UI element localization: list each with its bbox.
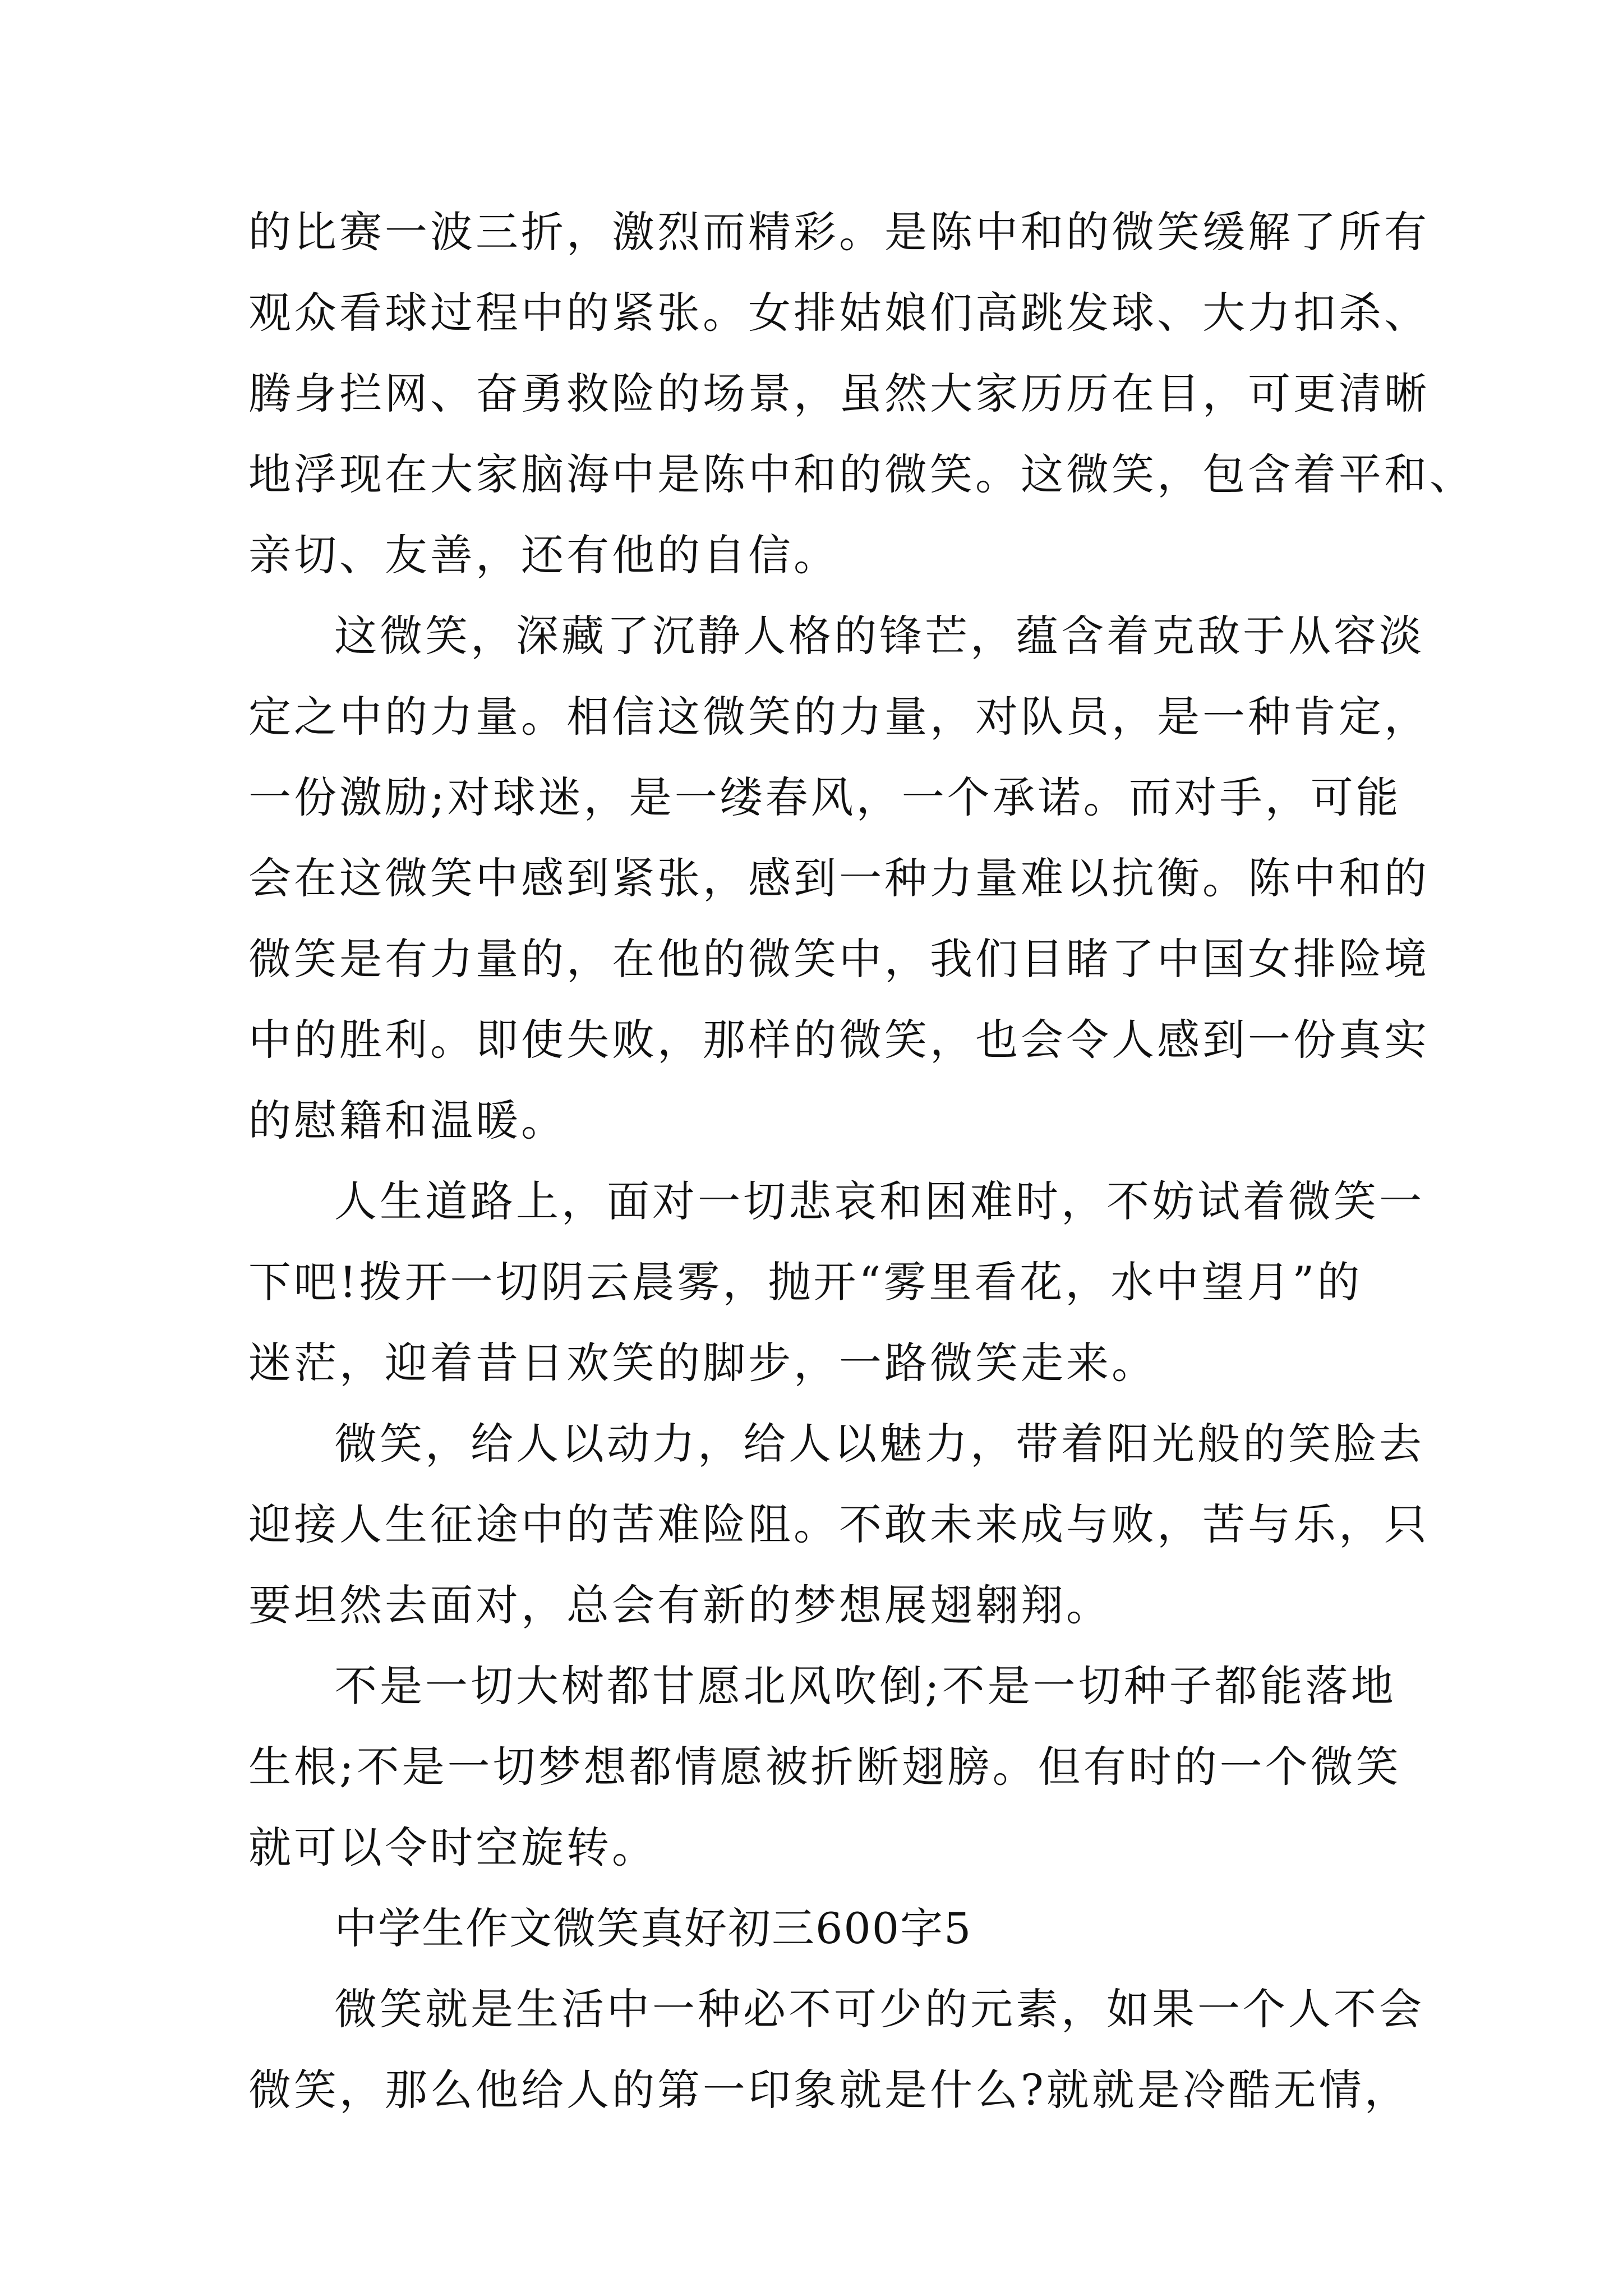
paragraph-first-line: 微笑，给人以动力，给人以魅力，带着阳光般的笑脸去: [334, 1419, 1424, 1469]
paragraph-first-line: 微笑就是生活中一种必不可少的元素，如果一个人不会: [334, 1984, 1424, 2034]
text-line: 的比赛一波三折，激烈而精彩。是陈中和的微笑缓解了所有: [248, 207, 1430, 257]
text-line: 下吧!拨开一切阴云晨雾，抛开“雾里看花，水中望月”的: [248, 1257, 1363, 1307]
text-line: 观众看球过程中的紧张。女排姑娘们高跳发球、大力扣杀、: [248, 288, 1430, 338]
text-line: 的慰籍和温暖。: [248, 1096, 566, 1145]
text-line: 亲切、友善，还有他的自信。: [248, 530, 839, 580]
text-line: 要坦然去面对，总会有新的梦想展翅翱翔。: [248, 1580, 1112, 1630]
text-line: 定之中的力量。相信这微笑的力量，对队员，是一种肯定，: [248, 692, 1430, 742]
text-line: 迎接人生征途中的苦难险阻。不敢未来成与败，苦与乐，只: [248, 1499, 1430, 1549]
text-line: 中的胜利。即使失败，那样的微笑，也会令人感到一份真实: [248, 1015, 1430, 1065]
text-line: 微笑，那么他给人的第一印象就是什么?就就是冷酷无情，: [248, 2065, 1410, 2115]
text-line: 地浮现在大家脑海中是陈中和的微笑。这微笑，包含着平和、: [248, 449, 1475, 499]
text-line: 微笑是有力量的，在他的微笑中，我们目睹了中国女排险境: [248, 934, 1430, 984]
text-line: 迷茫，迎着昔日欢笑的脚步，一路微笑走来。: [248, 1338, 1157, 1388]
paragraph-first-line: 人生道路上，面对一切悲哀和困难时，不妨试着微笑一: [334, 1176, 1424, 1226]
paragraph-first-line: 这微笑，深藏了沉静人格的锋芒，蕴含着克敌于从容淡: [334, 611, 1424, 661]
text-line: 就可以令时空旋转。: [248, 1823, 657, 1872]
section-heading: 中学生作文微笑真好初三600字5: [334, 1903, 972, 1953]
paragraph-first-line: 不是一切大树都甘愿北风吹倒;不是一切种子都能落地: [334, 1661, 1396, 1711]
text-line: 一份激励;对球迷，是一缕春风，一个承诺。而对手，可能: [248, 772, 1401, 822]
text-line: 腾身拦网、奋勇救险的场景，虽然大家历历在目，可更清晰: [248, 369, 1430, 418]
text-line: 会在这微笑中感到紧张，感到一种力量难以抗衡。陈中和的: [248, 853, 1430, 903]
text-line: 生根;不是一切梦想都情愿被折断翅膀。但有时的一个微笑: [248, 1742, 1401, 1792]
